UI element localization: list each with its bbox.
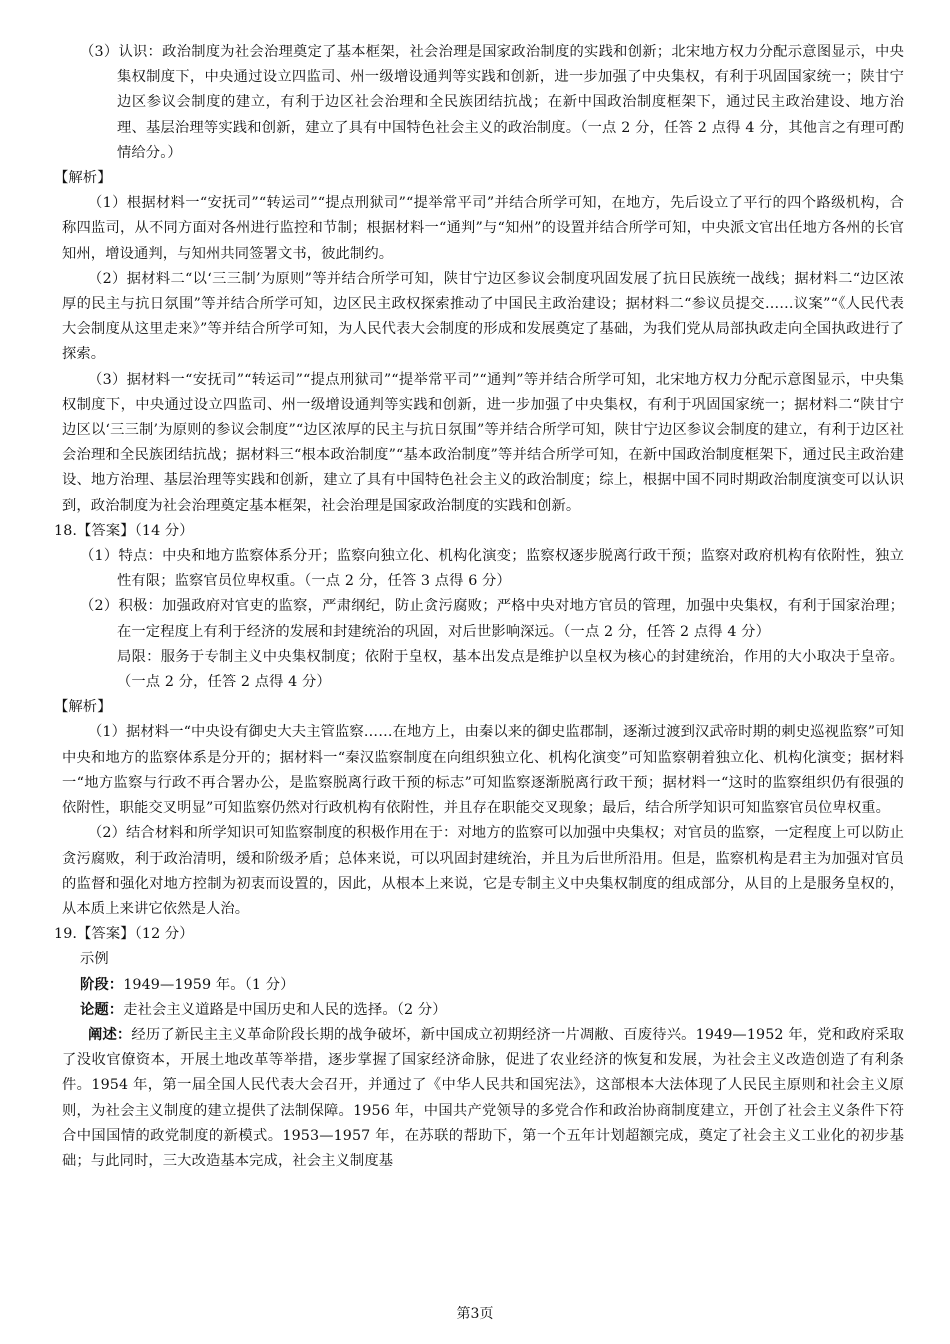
q19-example: 示例: [80, 951, 109, 968]
q19-exposition-label: 阐述：: [88, 1026, 132, 1043]
q19-thesis-label: 论题：: [80, 1001, 124, 1018]
page-number: 第3页: [456, 1306, 494, 1322]
q17-analysis-label: 【解析】: [54, 170, 112, 187]
q19-thesis: [62, 998, 904, 1023]
q17-analysis-2: （2）据材料二“以‘三三制’为原则”等并结合所学可知，陕甘宁边区参议会制度巩固发展了抗日民族统一战线；据材料二“边区浓厚的民主与抗日氛围”等并结合所学可知，边区民主政权探索推动了中国民主政治建设；据材料二“参议员提交……议案”“《人民代表大会制度从这里走来》”等并结合所学可知，为人民代表大会制度的形成和发展奠定了基础，为我们党从局部执政走向全国执政进行了探索。: [62, 270, 904, 363]
q18-heading: 18.【答案】（14 分）: [54, 522, 194, 539]
q19-stage-text: 1949—1959 年。（1 分）: [123, 976, 295, 993]
q19-stage: [62, 973, 904, 998]
q17-analysis-3: （3）据材料一“安抚司”“转运司”“提点刑狱司”“提举常平司”“通判”等并结合所学可知，北宋地方权力分配示意图显示，中央集权制度下，中央通过设立四监司、州一级增设通判等实践和创新，进一步加强了中央集权，有利于巩固国家统一；据材料二“陕甘宁边区以‘三三制’为原则的参议会制度”“边区浓厚的民主与抗日氛围”等并结合所学可知，陕甘宁边区参议会制度的建立，有利于边区社会治理和全民族团结抗战；据材料三“根本政治制度”“基本政治制度”等并结合所学可知，在新中国政治制度框架下，通过民主政治建设、地方治理、基层治理等实践和创新，建立了具有中国特色社会主义的政治制度；综上，根据中国不同时期政治制度演变可以认识到，政治制度为社会治理奠定基本框架，社会治理是国家政治制度的实践和创新。: [62, 371, 904, 514]
q17-answer-3: （3）认识：政治制度为社会治理奠定了基本框架，社会治理是国家政治制度的实践和创新；北宋地方权力分配示意图显示，中央集权制度下，中央通过设立四监司、州一级增设通判等实践和创新，进一步加强了中央集权，有利于巩固国家统一；陕甘宁边区参议会制度的建立，有利于边区社会治理和全民族团结抗战；在新中国政治制度框架下，通过民主政治建设、地方治理、基层治理等实践和创新，建立了具有中国特色社会主义的政治制度。（一点 2 分，任答 2 点得 4 分，其他言之有理可酌情给分。）: [80, 44, 904, 161]
answer-document: [54, 40, 904, 1174]
q18-analysis-label: 【解析】: [54, 699, 112, 716]
q18-answer-2: （2）积极：加强政府对官吏的监察，严肃纲纪，防止贪污腐败；严格中央对地方官员的管理，加强中央集权，有利于国家治理；在一定程度上有利于经济的发展和封建统治的巩固，对后世影响深远。（一点 2 分，任答 2 点得 4 分）: [80, 598, 904, 640]
q17-analysis-1: （1）根据材料一“安抚司”“转运司”“提点刑狱司”“提举常平司”并结合所学可知，在地方，先后设立了平行的四个路级机构，合称四监司，从不同方面对各州进行监控和节制；根据材料一“通判”与“知州”的设置并结合所学可知，中央派文官出任地方各州的长官知州，增设通判，与知州共同签署文书，彼此制约。: [62, 195, 904, 262]
q18-answer-2-limit: 局限：服务于专制主义中央集权制度；依附于皇权，基本出发点是维护以皇权为核心的封建统治，作用的大小取决于皇帝。（一点 2 分，任答 2 点得 4 分）: [117, 648, 904, 691]
q19-stage-label: 阶段：: [80, 976, 124, 993]
q19-exposition-text: 经历了新民主主义革命阶段长期的战争破坏，新中国成立初期经济一片凋敝、百废待兴。1949—1952 年，党和政府采取了没收官僚资本，开展土地改革等举措，逐步掌握了国家经济命脉，促进了农业经济的恢复和发展，为社会主义改造创造了有利条件。1954 年，第一届全国人民代表大会召开，并通过了《中华人民共和国宪法》，这部根本大法体现了人民民主原则和社会主义原则，为社会主义制度的建立提供了法制保障。1956 年，中国共产党领导的多党合作和政治协商制度建立，开创了社会主义条件下符合中国国情的政党制度的新模式。1953—1957 年，在苏联的帮助下，第一个五年计划超额完成，奠定了社会主义工业化的初步基础；与此同时，三大改造基本完成，社会主义制度基: [62, 1026, 904, 1169]
q18-answer-1: （1）特点：中央和地方监察体系分开；监察向独立化、机构化演变；监察权逐步脱离行政干预；监察对政府机构有依附性，独立性有限；监察官员位卑权重。（一点 2 分，任答 3 点得 6 分）: [80, 548, 904, 590]
q18-analysis-2: （2）结合材料和所学知识可知监察制度的积极作用在于：对地方的监察可以加强中央集权；对官员的监察，一定程度上可以防止贪污腐败，利于政治清明，缓和阶级矛盾；总体来说，可以巩固封建统治，并且为后世所沿用。但是，监察机构是君主为加强对官员的监督和强化对地方控制为初衷而设置的，因此，从根本上来说，它是专制主义中央集权制度的组成部分，从目的上是服务皇权的，从本质上来讲它依然是人治。: [62, 825, 904, 917]
q19-heading: 19.【答案】（12 分）: [54, 926, 194, 943]
q19-exposition: [62, 1023, 904, 1174]
q19-thesis-text: 走社会主义道路是中国历史和人民的选择。（2 分）: [123, 1001, 447, 1018]
q18-analysis-1: （1）据材料一“中央设有御史大夫主管监察……在地方上，由秦以来的御史监郡制，逐渐过渡到汉武帝时期的刺史巡视监察”可知中央和地方的监察体系是分开的；据材料一“秦汉监察制度在向组织独立化、机构化演变”可知监察朝着独立化、机构化演变；据材料一“地方监察与行政不再合署办公，是监察脱离行政干预的标志”可知监察逐渐脱离行政干预；据材料一“这时的监察组织仍有很强的依附性，职能交叉明显”可知监察仍然对行政机构有依附性，并且存在职能交叉现象；最后，结合所学知识可知监察官员位卑权重。: [62, 724, 904, 817]
